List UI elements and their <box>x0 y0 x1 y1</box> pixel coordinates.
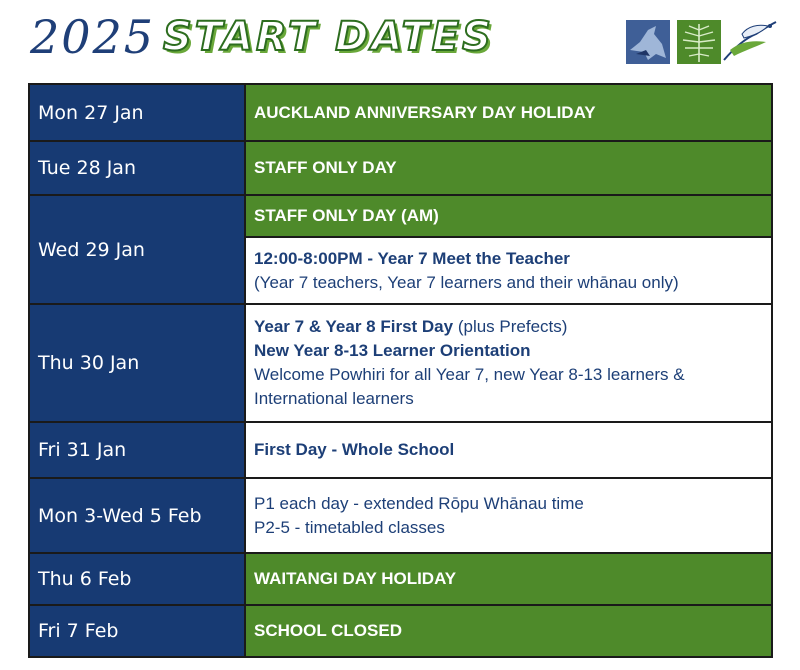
event-cell <box>246 85 771 140</box>
event-detail: P1 each day - extended Rōpu Whānau time <box>254 493 584 513</box>
event-detail: (Year 7 teachers, Year 7 learners and their whānau only) <box>254 272 679 292</box>
table-row <box>30 305 771 421</box>
event-detail: Welcome Powhiri for all Year 7, new Year 8-13 learners & <box>254 365 685 384</box>
row-date: Fri 31 Jan <box>30 423 244 477</box>
event-cell <box>246 305 771 421</box>
row-date: Wed 29 Jan <box>30 196 244 303</box>
event-detail: International learners <box>254 389 414 408</box>
schedule-table <box>28 83 773 658</box>
table-row <box>30 606 771 656</box>
table-row <box>30 85 771 140</box>
row-date: Fri 7 Feb <box>30 606 244 656</box>
event-cell <box>246 554 771 604</box>
event-note: (plus Prefects) <box>453 317 568 336</box>
event-title: First Day - Whole School <box>254 440 455 459</box>
event-text: AUCKLAND ANNIVERSARY DAY HOLIDAY <box>254 102 596 122</box>
bird-logo-icon <box>626 20 670 64</box>
event-subtitle: New Year 8-13 Learner Orientation <box>254 341 531 360</box>
year-heading: 2025 <box>30 10 156 64</box>
event-text: STAFF ONLY DAY <box>254 158 397 177</box>
table-row <box>30 196 771 303</box>
table-row <box>30 423 771 477</box>
table-row <box>30 554 771 604</box>
event-cell <box>246 142 771 194</box>
page-title: START DATES <box>163 14 494 60</box>
row-date: Tue 28 Jan <box>30 142 244 194</box>
heron-logo-icon <box>722 20 778 64</box>
header <box>0 0 800 82</box>
event-text: WAITANGI DAY HOLIDAY <box>254 569 457 588</box>
event-title: 12:00-8:00PM - Year 7 Meet the Teacher <box>254 248 570 268</box>
event-detail: P2-5 - timetabled classes <box>254 517 445 537</box>
row-date: Thu 30 Jan <box>30 305 244 421</box>
event-cell <box>246 196 771 236</box>
event-cell <box>246 479 771 552</box>
event-text: SCHOOL CLOSED <box>254 621 402 640</box>
table-row <box>30 479 771 552</box>
row-date: Thu 6 Feb <box>30 554 244 604</box>
event-text: STAFF ONLY DAY (AM) <box>254 206 439 225</box>
event-cell <box>246 238 771 303</box>
event-cell <box>246 606 771 656</box>
event-cell <box>246 423 771 477</box>
table-row <box>30 142 771 194</box>
event-title: Year 7 & Year 8 First Day <box>254 317 454 336</box>
row-date: Mon 3-Wed 5 Feb <box>30 479 244 552</box>
fern-logo-icon <box>677 20 721 64</box>
row-date: Mon 27 Jan <box>30 85 244 140</box>
